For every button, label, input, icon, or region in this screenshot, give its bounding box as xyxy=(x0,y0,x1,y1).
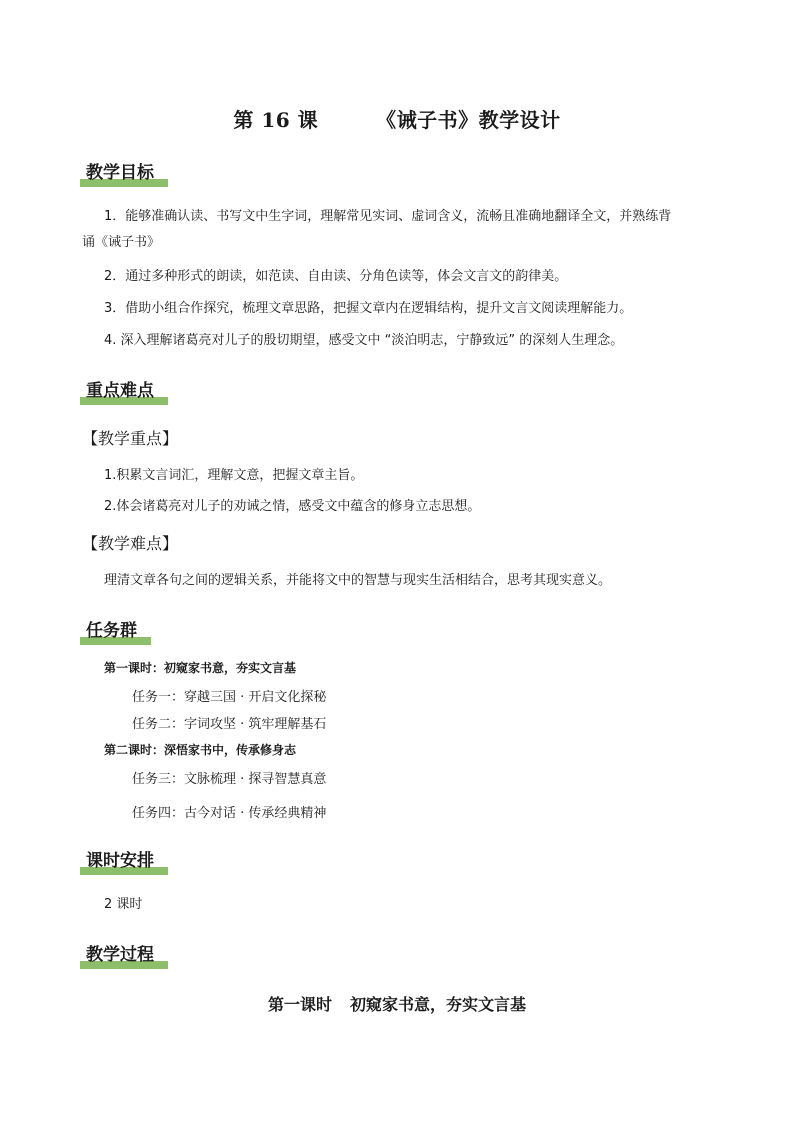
focus-item-1: 1.积累文言词汇，理解文意，把握文章主旨。 xyxy=(104,468,364,483)
lesson-number: 第 16 课 xyxy=(233,108,319,132)
objective-item-3: 3．借助小组合作探究，梳理文章思路，把握文章内在逻辑结构，提升文言文阅读理解能力。 xyxy=(104,301,633,316)
section-heading-key-points: 重点难点 xyxy=(80,380,160,402)
focus-heading: 【教学重点】 xyxy=(82,429,179,448)
task-lesson-2: 第二课时：深悟家书中，传承修身志 xyxy=(104,743,297,757)
task-item-2: 任务二：字词攻坚 · 筑牢理解基石 xyxy=(132,717,327,732)
difficulty-heading: 【教学难点】 xyxy=(82,534,179,553)
task-item-3: 任务三：文脉梳理 · 探寻智慧真意 xyxy=(132,772,327,787)
section-heading-process: 教学过程 xyxy=(80,944,160,966)
process-subtitle-lesson: 第一课时 xyxy=(267,995,332,1014)
task-lesson-1: 第一课时：初窥家书意，夯实文言基 xyxy=(104,661,297,675)
focus-item-2: 2.体会诸葛亮对儿子的劝诫之情，感受文中蕴含的修身立志思想。 xyxy=(104,499,481,514)
difficulty-item-1: 理清文章各句之间的逻辑关系，并能将文中的智慧与现实生活相结合，思考其现实意义。 xyxy=(104,573,612,588)
objective-item-4: 4. 深入理解诸葛亮对儿子的殷切期望，感受文中 “淡泊明志，宁静致远” 的深刻人生理念。 xyxy=(104,333,624,348)
section-heading-tasks: 任务群 xyxy=(80,620,143,642)
lesson-name: 《诫子书》教学设计 xyxy=(376,108,561,132)
section-heading-schedule: 课时安排 xyxy=(80,850,160,872)
task-item-4: 任务四：古今对话 · 传承经典精神 xyxy=(132,806,327,821)
task-item-1: 任务一：穿越三国 · 开启文化探秘 xyxy=(132,690,327,705)
section-heading-objectives: 教学目标 xyxy=(80,162,160,184)
process-subtitle xyxy=(0,992,794,1015)
process-subtitle-text: 初窥家书意，夯实文言基 xyxy=(350,995,527,1014)
objective-item-1: 1．能够准确认读、书写文中生字词，理解常见实词、虚词含义，流畅且准确地翻译全文，并熟练背 xyxy=(104,209,672,224)
document-title xyxy=(0,104,794,133)
objective-item-1-cont: 诵《诫子书》 xyxy=(82,235,161,250)
objective-item-2: 2．通过多种形式的朗读，如范读、自由读、分角色读等，体会文言文的韵律美。 xyxy=(104,269,568,284)
schedule-value: 2 课时 xyxy=(104,897,143,912)
